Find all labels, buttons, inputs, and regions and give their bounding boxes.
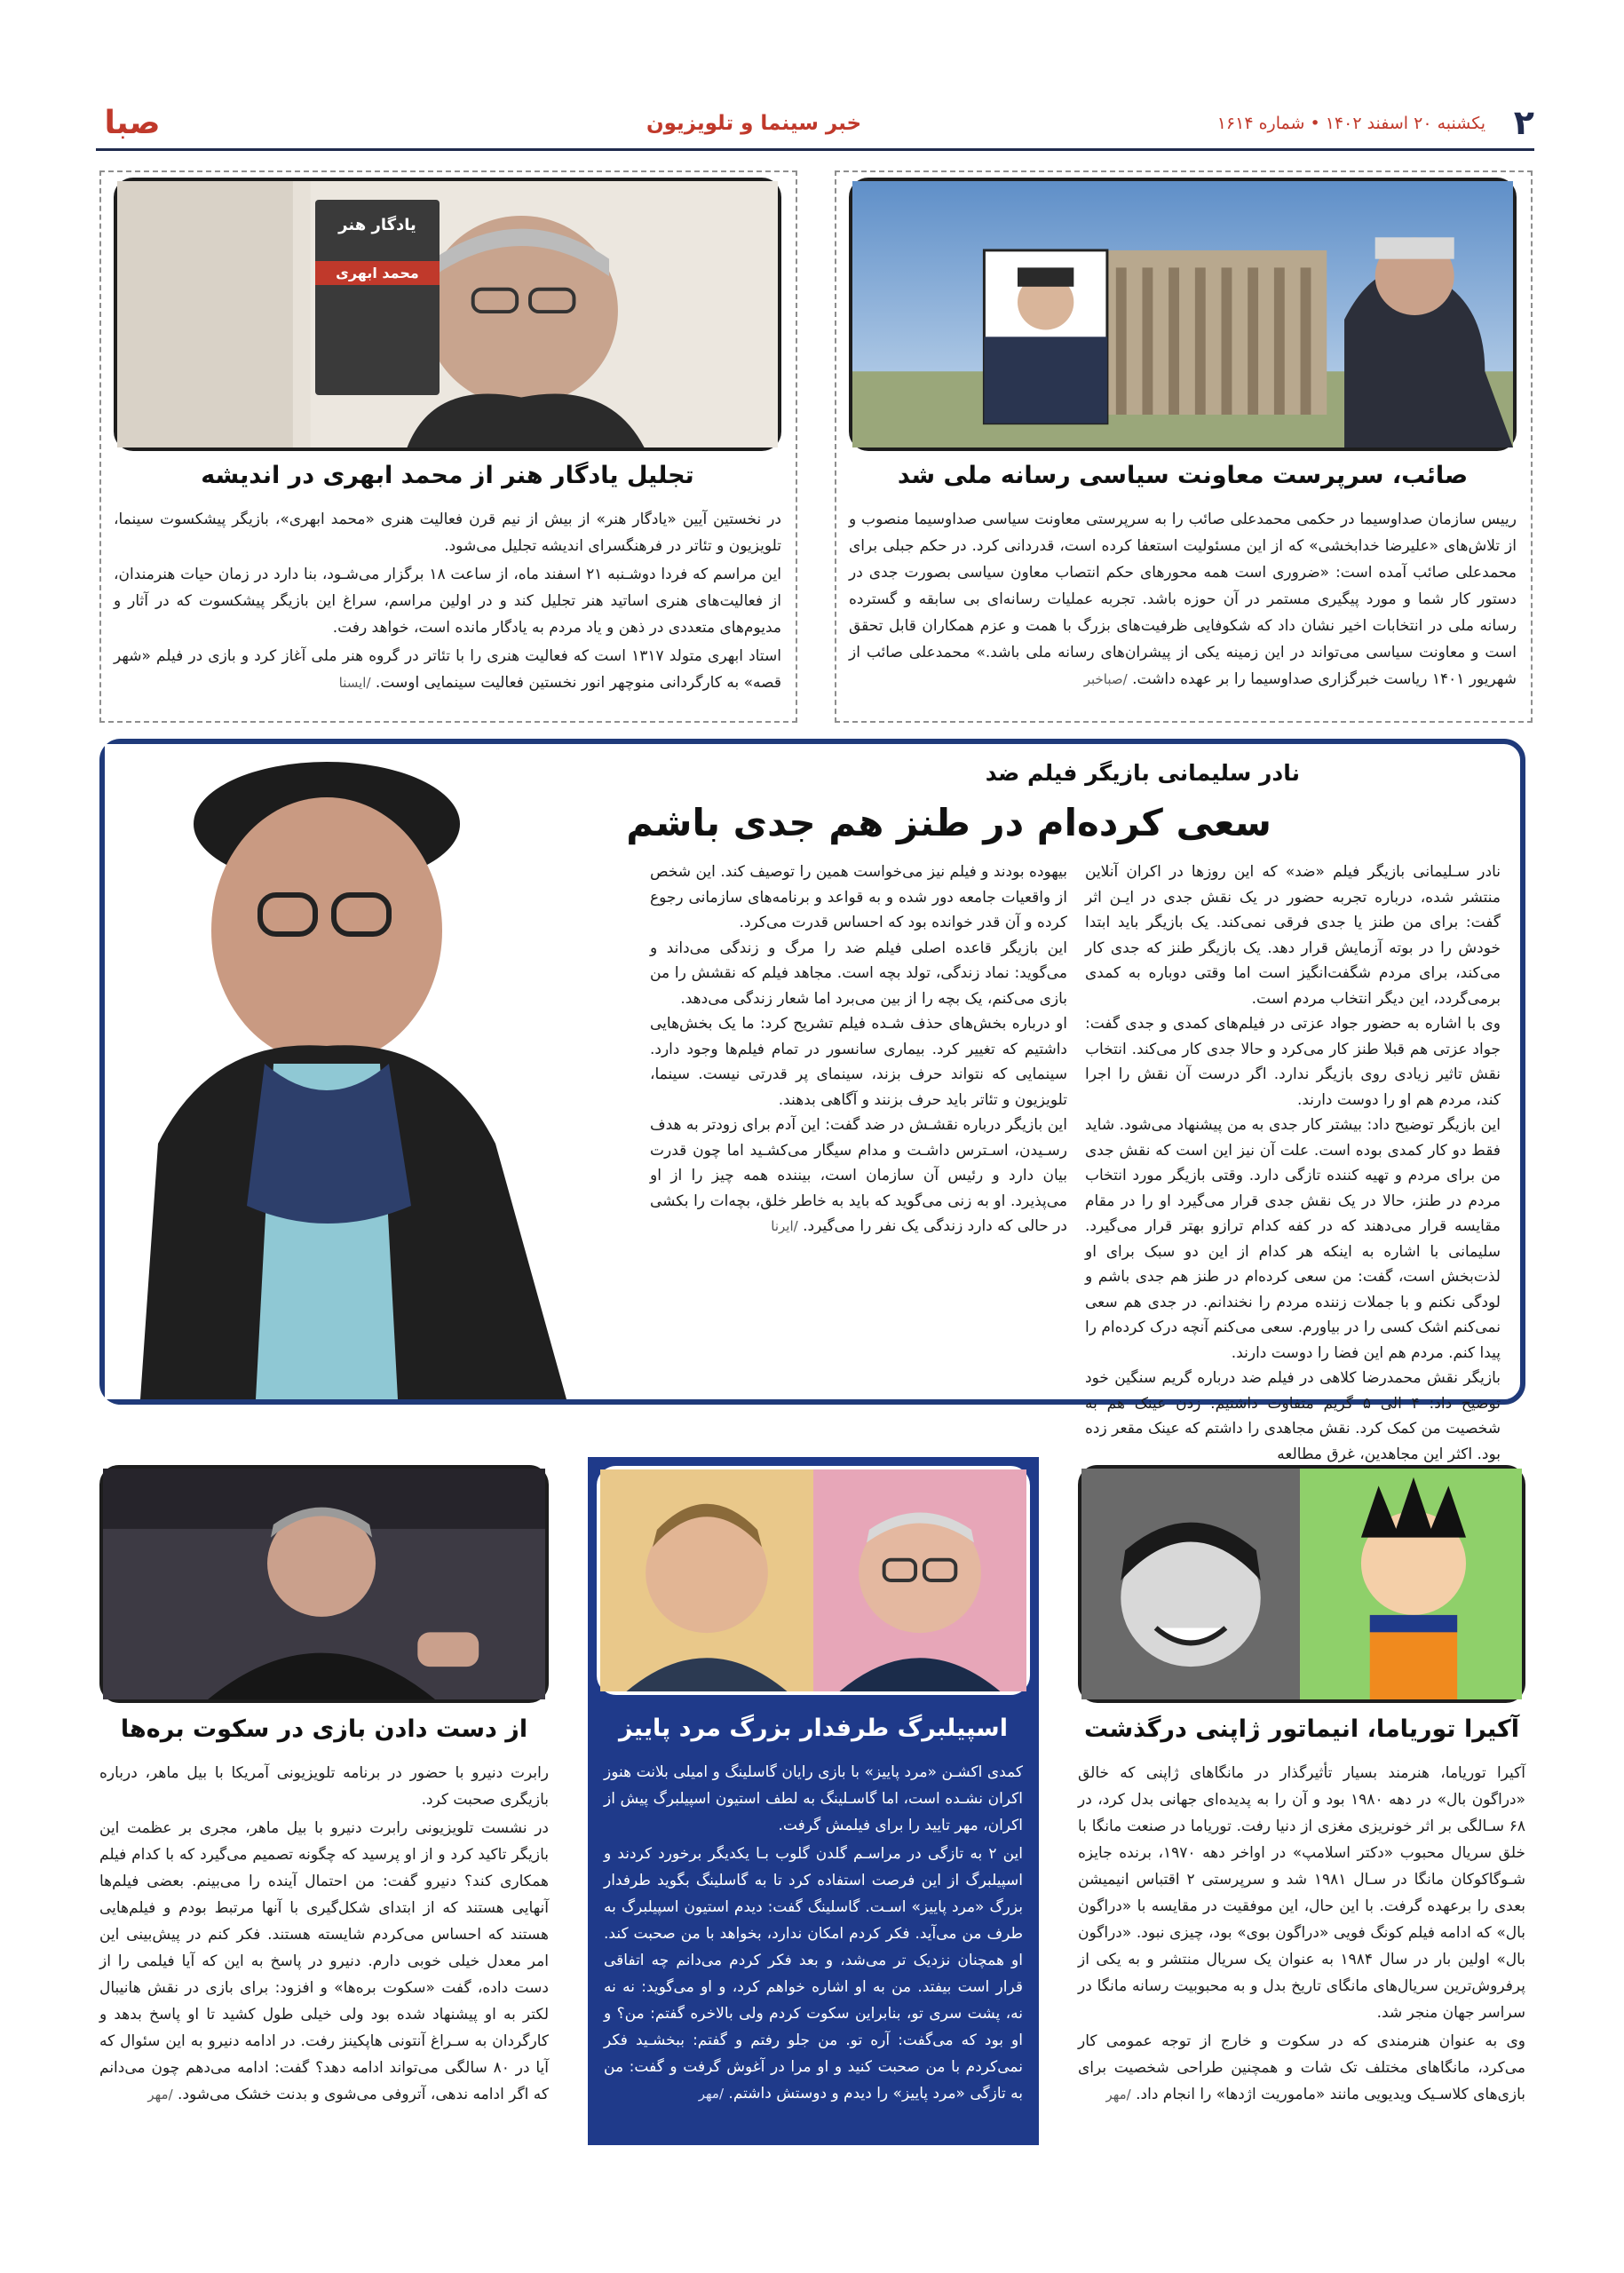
poster-name: محمد ابهری [315,261,440,285]
deniro-paragraph: رابرت دنیرو با حضور در برنامه تلویزیونی آمریکا با بیل ماهر، درباره بازیگری صحبت کرد. [99,1764,549,1809]
interview-right-column [1085,859,1501,1467]
interview-paragraph: نادر سـلیمانی بازیگر فیلم «ضد» که این روزها در اکران آنلاین منتشر شده، درباره تجربه حضور در یک نقش جدی در ایـن اثر گفت: برای من طنز یا جدی فرقی نمی‌کند. یک بازیگر باید ابتدا خودش را در بوته آزمایش قرار دهد. یک بازیگر طنز که جدی کار می‌کند، برای مردم شگفت‌انگیز است اما وقتی دوباره به کمدی برمی‌گردد، این دیگر انتخاب مردم است. [1085,863,1501,1008]
spielberg-photo [597,1466,1030,1695]
saeb-paragraph: رییس سازمان صداوسیما در حکمی محمدعلی صائب را به سرپرستی معاونت سیاسی صداوسیما منصوب و از تلاش‌های «علیرضا خدابخشی» که از این مسئولیت استعفا کرده است، قدردانی کرد. در حکم جبلی برای محمدعلی صائب آمده است: «ضروری است همه محورهای حکم انتصاب معاون سیاسی بصورت جدی در دستور کار شما و مورد پیگیری مستمر در آن حوزه باشد. تجربه عملیات رسانه‌ای بی سابقه و گسترده رسانه ملی در انتخابات اخیر نشان داد که شکوفایی ظرفیت‌های بزرگ با همت و عزم همکاران قابل تحقق است و معاونت سیاسی می‌تواند در این زمینه یکی از پیشران‌های رسانه ملی باشد.» محمدعلی صائب از شهریور ۱۴۰۱ ریاست خبرگزاری صداوسیما را بر عهده داشت. [849,511,1517,688]
deniro-paragraph: در نشست تلویزیونی رابرت دنیرو با بیل ماهر، مجری بر عظمت این بازیگر تاکید کرد و از او پرسید که چگونه تصمیم می‌گیرد که با کدام فیلم همکاری کند؟ دنیرو گفت: من احتمال آینده را می‌بینم. بعضی فیلم‌ها آنهایی هستند که از ابتدای شکل‌گیری با آنها مرتبط بودم و فیلم‌هایی هستند که احساس می‌کردم شایسته هستند. فکر کنم در پیش‌بینی این امر معدل خیلی خوبی دارم. دنیرو در پاسخ به این که آیا فیلمی را از دست داده، گفت «سکوت بره‌ها» و افزود: برای بازی در نقش هانیبال لکتر به او پیشنهاد شده بود ولی خیلی طول کشید تا او پاسخ بدهد و کارگردان به سـراغ آنتونی هاپکینز رفت. در ادامه دنیرو به این سئوال که آیا در ۸۰ سالگی می‌تواند ادامه دهد؟ گفت: ادامه می‌دهم چون می‌دانم که اگر ادامه ندهی، آتروفی می‌شوی و بدنت خشک می‌شود. [99,1819,549,2103]
abhari-paragraph: این مراسم که فردا دوشـنبه ۲۱ اسفند ماه، از ساعت ۱۸ برگزار می‌شـود، بنا دارد در زمان حیات هنرمندان، از فعالیت‌های هنری اساتید هنر تجلیل کند و در اولین مراسم، سراغ این بازیگر پیشکسوت که در آثار و مدیوم‌های متعددی در ذهن و یاد مردم به یادگار مانده است، خواهد رفت. [114,566,781,637]
saeb-headline: صائب، سرپرست معاونت سیاسی رسانه ملی شد [897,462,1469,489]
interview-left-column [650,859,1067,1239]
spielberg-source: /مهر [698,2086,725,2102]
interview-title: سعی کرده‌ام در طنز هم جدی باشم [626,801,1271,844]
spielberg-paragraph: کمدی اکشـن «مرد پاییز» با بازی رایان گاسلینگ و امیلی بلانت هنوز اکران نشـده است، اما گاسـلینگ به لطف استیون اسپیلبرگ پیش از اکران، مهر تایید را برای فیلمش گرفت. [604,1763,1023,1834]
abhari-paragraph: در نخستین آیین «یادگار هنر» از بیش از نیم قرن فعالیت هنری «محمد ابهری»، بازیگر پیشکسوت سینما، تلویزیون و تئاتر در فرهنگسرای اندیشه تجلیل می‌شود. [114,511,781,555]
interview-paragraph: این بازیگر قاعده اصلی فیلم ضد را مرگ و زندگی می‌داند و می‌گوید: نماد زندگی، تولد بچه است. مجاهد فیلم که نقشش را من بازی می‌کنم، یک بچه را از بین می‌برد اما شعار زندگی می‌دهد. [650,939,1067,1008]
interview-paragraph: بیهوده بودند و فیلم نیز می‌خواست همین را توصیف کند. این شخص از واقعیات جامعه دور شده و به قواعد و برنامه‌های سازمانی رجوع کرده و آن قدر خوانده بود که احساس قدرت می‌کرد. [650,863,1067,931]
abhari-poster [315,200,440,395]
deniro-headline: از دست دادن بازی در سکوت بره‌ها [120,1715,528,1743]
toriyama-source: /مهر [1105,2087,1131,2103]
section-title: خبر سینما و تلویزیون [646,112,862,135]
page-header [96,98,1534,151]
toriyama-paragraph: آکیرا توریاما، هنرمند بسیار تأثیرگذار در مانگاهای ژاپنی که خالق «دراگون بال» در دهه ۱۹۸۰ بود و آن را به پدیده‌ای جهانی بدل کرد، در ۶۸ سـالگی بر اثر خونریزی مغزی از دنیا رفت. توریاما در صنعت مانگا با خلق سریال محبوب «دکتر اسلامپ» در اواخر دهه ۱۹۷۰، برنده جایزه شـوگاکوکان مانگا در سـال ۱۹۸۱ شد و سرپرستی ۲ اقتباس انیمیشن بعدی را برعهده گرفت. با این حال، این موفقیت در مقایسه با «دراگون بال» که ادامه فیلم کونگ فویی «دراگون بوی» بود، چیزی نبود. «دراگون بال» اولین بار در سال ۱۹۸۴ به عنوان یک سریال منتشر و به یکی از پرفروش‌ترین سریال‌های مانگای تاریخ بدل و به محبوبیت رسانه مانگا در سراسر جهان منجر شد. [1078,1764,1526,2022]
spielberg-box [588,1457,1039,2145]
abhari-source: /ایسنا [338,675,371,691]
abhari-paragraph: استاد ابهری متولد ۱۳۱۷ است که فعالیت هنری را با تئاتر در گروه هنر ملی آغاز کرد و بازی در فیلم «شهر قصه» به کارگردانی منوچهر انور نخستین فعالیت سینمایی اوست. [114,647,781,692]
interview-paragraph: این بازیگر توضیح داد: بیشتر کار جدی به من پیشنهاد می‌شود. شاید فقط دو کار کمدی بوده است. علت آن نیز این است که نقش جدی من برای مردم و تهیه کننده تازگی دارد. وقتی بازیگر مورد انتخاب مردم در طنز، حالا در یک نقش جدی قرار می‌گیرد او را در مقام مقایسه قرار می‌دهند که در کفه کدام ترازو بهتر قرار می‌گیرد. سلیمانی با اشاره به اینکه هر کدام از این دو سبک برای او لذت‌بخش است، گفت: من سعی کرده‌ام در طنز هم جدی باشم و لودگی نکنم و با جملات زننده مردم را نخندانم. در جدی هم سعی نمی‌کنم اشک کسی را در بیاورم. سعی می‌کنم آنچه درک کرده‌ام را پیدا کنم. مردم هم این فضا را دوست دارند. [1085,1116,1501,1362]
spielberg-body [604,1759,1023,2109]
saeb-body [849,506,1517,694]
interview-source: /ایرنا [771,1218,798,1234]
interview-kicker: نادر سلیمانی بازیگر فیلم ضد [985,760,1300,786]
saeb-photo [849,178,1517,451]
poster-title: یادگار هنر [338,216,416,234]
toriyama-headline: آکیرا توریاما، انیماتور ژاپنی درگذشت [1084,1715,1519,1743]
toriyama-body [1078,1760,1525,2110]
deniro-body [99,1760,549,2110]
newspaper-logo [96,98,169,144]
interview-paragraph: وی با اشاره به حضور جواد عزتی در فیلم‌های کمدی و جدی گفت: جواد عزتی هم قبلا طنز کار می‌کرد و حالا جدی کار می‌کند. انتخاب نقش تاثیر زیادی روی بازیگر ندارد. اگر درست آن نقش را اجرا کند، مردم هم او را دوست دارند. [1085,1015,1501,1109]
svg-text:صبا: صبا [104,105,161,141]
page-number: ۲ [1513,103,1534,142]
deniro-photo [99,1465,549,1703]
spielberg-headline: اسپیلبرگ طرفدار بزرگ مرد پاییز [619,1715,1008,1742]
abhari-body [114,506,781,698]
saeb-source: /صباخبر [1083,671,1128,687]
spielberg-paragraph: این ۲ به تازگی در مراسـم گلدن گلوب بـا یکدیگر برخورد کردند و اسپیلبرگ از این فرصت استفاده کرد تا به گاسلینگ بگوید طرفدار بزرگ «مرد پاییز» اسـت. گاسلینگ گفت: دیدم استیون اسپیلبرگ به طرف من می‌آید. فکر کردم امکان ندارد، بخواهد با من صحبت کند. او همچنان نزدیک تر می‌شد، و بعد فکر کردم می‌دانم چه اتفاقی قرار است بیفتد. من به او اشاره خواهم کرد، و او می‌گوید: نه نه نه، پشت سری تو، بنابراین سکوت کردم ولی بالاخره گفتم: من؟ و او بود که می‌گفت: آره تو. من جلو رفتم و گفتم: ببخشـید فکر نمی‌کردم با من صحبت کنید و او مرا در آغوش گرفت و گفت: من به تازگی «مرد پاییز» را دیدم و دوستش داشتم. [604,1845,1023,2103]
interview-paragraph: او درباره بخش‌های حذف شـده فیلم تشریح کرد: ما یک بخش‌هایی داشتیم که تغییر کرد. بیماری سانسور در تمام فیلم‌ها وجود دارد. سینمایی که نتواند حرف بزند، سینمای پر قدرتی نیست. سینما، تلویزیون و تئاتر باید حرف بزنند و آگاهی بدهند. [650,1015,1067,1109]
interview-box [99,739,1525,1463]
soleimani-photo [105,744,655,1399]
deniro-source: /مهر [147,2087,173,2103]
interview-paragraph: بازیگر نقش محمدرضا کلاهی در فیلم ضد درباره گریم سنگین خود توضیح داد: ۴ الی ۵ گریم متفاوت داشتیم. زدن عینک هم به شخصیت من کمک کرد. نقش مجاهدی را داشتم که عینک مقعر زده بود. اکثر این مجاهدین، غرق مطالعه [1085,1369,1501,1463]
toriyama-paragraph: وی به عنوان هنرمندی که در سکوت و خارج از توجه عمومی کار می‌کرد، مانگاهای مختلف تک شات و همچنین طراحی شخصیت برای بازی‌های کلاسـیک ویدیویی مانند «ماموریت اژدها» را انجام داد. [1078,2032,1525,2103]
toriyama-photo [1078,1465,1525,1703]
abhari-photo [114,178,781,451]
issue-info: یکشنبه ۲۰ اسفند ۱۴۰۲ • شماره ۱۶۱۴ [1216,114,1485,133]
interview-paragraph: این بازیگر درباره نقشـش در ضد گفت: این آدم برای زودتر به هدف رسـیدن، اسـترس داشـت و مدام سیگار می‌کشـید اما چون قدرت بیان دارد و رئیس آن سازمان است، بیننده همه چیز را از او می‌پذیرد. او به زنی می‌گوید که باید به خاطر خلق، بچه‌ات را بکشی در حالی که دارد زندگی یک نفر را می‌گیرد. [650,1116,1067,1235]
abhari-headline: تجلیل یادگار هنر از محمد ابهری در اندیشه [201,462,694,489]
